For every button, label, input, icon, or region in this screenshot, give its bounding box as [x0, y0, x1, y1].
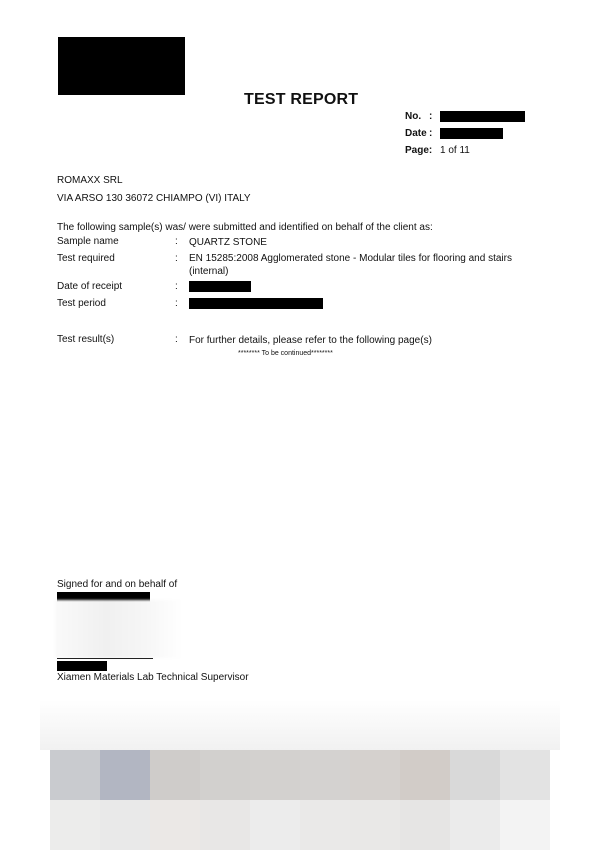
mosaic-tile — [50, 750, 100, 800]
footer-mosaic — [0, 700, 600, 848]
mosaic-tile — [50, 800, 100, 850]
signature-image — [55, 600, 183, 658]
test-period-label: Test period — [57, 298, 106, 309]
report-page-label: Page: — [405, 145, 433, 156]
client-address: VIA ARSO 130 36072 CHIAMPO (VI) ITALY — [57, 193, 251, 204]
footer-fade — [40, 700, 560, 750]
test-results-value: For further details, please refer to the following page(s) — [189, 335, 432, 346]
signer-name-redaction — [57, 661, 107, 671]
test-required-label: Test required — [57, 253, 115, 264]
mosaic-tile — [100, 750, 150, 800]
intro-text: The following sample(s) was/ were submitted and identified on behalf of the client as: — [57, 222, 433, 233]
sample-name-value: QUARTZ STONE — [189, 237, 267, 248]
test-results-label: Test result(s) — [57, 334, 115, 345]
mosaic-tile — [150, 800, 200, 850]
mosaic-tile — [350, 800, 400, 850]
mosaic-tile — [400, 750, 450, 800]
logo-redaction — [58, 37, 185, 95]
signature-line — [57, 658, 153, 659]
mosaic-tile — [200, 800, 250, 850]
report-date-redaction — [440, 128, 503, 139]
signed-for-text: Signed for and on behalf of — [57, 579, 178, 590]
report-no-colon: : — [429, 111, 433, 122]
test-period-redaction — [189, 298, 323, 309]
mosaic-tile — [450, 800, 500, 850]
mosaic-tile — [200, 750, 250, 800]
report-date-label: Date — [405, 128, 427, 139]
date-of-receipt-colon: : — [175, 281, 178, 292]
mosaic-tile — [300, 800, 350, 850]
report-date-colon: : — [429, 128, 433, 139]
sample-name-colon: : — [175, 236, 178, 247]
mosaic-tile — [150, 750, 200, 800]
sample-name-label: Sample name — [57, 236, 119, 247]
date-of-receipt-label: Date of receipt — [57, 281, 123, 292]
mosaic-tile — [250, 800, 300, 850]
mosaic-tile — [400, 800, 450, 850]
report-no-redaction — [440, 111, 525, 122]
mosaic-tile — [100, 800, 150, 850]
mosaic-tile — [300, 750, 350, 800]
continued-note: ******** To be continued******** — [238, 350, 333, 357]
mosaic-tile — [500, 750, 550, 800]
client-name: ROMAXX SRL — [57, 175, 123, 186]
report-title: TEST REPORT — [244, 91, 359, 108]
test-results-colon: : — [175, 334, 178, 345]
report-no-label: No. — [405, 111, 422, 122]
test-required-colon: : — [175, 253, 178, 264]
report-page-value: 1 of 11 — [440, 145, 470, 156]
mosaic-tile — [350, 750, 400, 800]
mosaic-tile — [500, 800, 550, 850]
test-required-value: EN 15285:2008 Agglomerated stone - Modular tiles for flooring and stairs (internal) — [189, 253, 512, 277]
mosaic-tile — [250, 750, 300, 800]
mosaic-tile — [450, 750, 500, 800]
date-of-receipt-redaction — [189, 281, 251, 292]
signer-role: Xiamen Materials Lab Technical Supervisor — [57, 672, 249, 683]
test-period-colon: : — [175, 298, 178, 309]
